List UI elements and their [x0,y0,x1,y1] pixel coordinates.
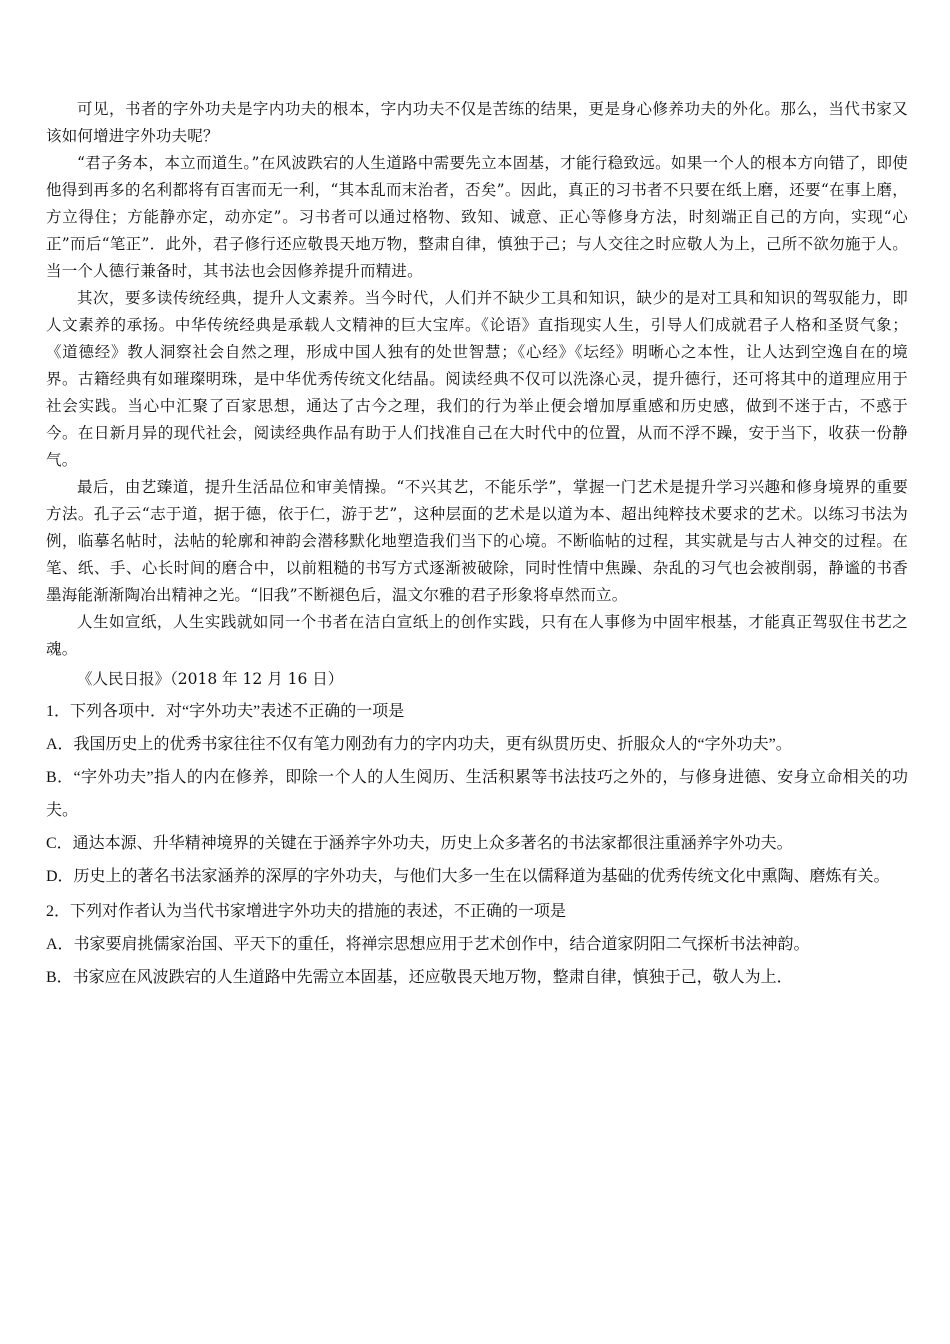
answer-option-c: C．通达本源、升华精神境界的关键在于涵养字外功夫，历史上众多著名的书法家都很注重涵养字外功夫。 [46,835,793,852]
article-paragraph: 可见，书者的字外功夫是字内功夫的根本，字内功夫不仅是苦练的结果，更是身心修养功夫的外化。那么，当代书家又该如何增进字外功夫呢？ [46,100,908,145]
article-paragraph: 最后，由艺臻道，提升生活品位和审美情操。“不兴其艺，不能乐学”，掌握一门艺术是提升学习兴趣和修身境界的重要方法。孔子云“志于道，据于德，依于仁，游于艺”，这种层面的艺术是以道为本、超出纯粹技术要求的艺术。以练习书法为例，临摹名帖时，法帖的轮廓和神韵会潜移默化地塑造我们当下的心境。不断临帖的过程，其实就是与古人神交的过程。在笔、纸、手、心长时间的磨合中，以前粗糙的书写方式逐渐被破除，同时性情中焦躁、杂乱的习气也会被削弱，静谧的书香墨海能渐渐陶冶出精神之光。“旧我”不断褪色后，温文尔雅的君子形象将卓然而立。 [46,478,908,604]
answer-option-b: B．“字外功夫”指人的内在修养，即除一个人的人生阅历、生活积累等书法技巧之外的，与修身进德、安身立命相关的功夫。 [46,769,908,819]
article-paragraph: 人生如宣纸，人生实践就如同一个书者在洁白宣纸上的创作实践，只有在人事修为中固牢根基，才能真正驾驭住书艺之魂。 [46,613,908,658]
answer-option-b: B．书家应在风波跌宕的人生道路中先需立本固基，还应敬畏天地万物，整肃自律，慎独于己，敬人为上． [46,969,793,986]
article-paragraph: 其次，要多读传统经典，提升人文素养。当今时代，人们并不缺少工具和知识，缺少的是对工具和知识的驾驭能力，即人文素养的承扬。中华传统经典是承载人文精神的巨大宝库。《论语》直指现实人生，引导人们成就君子人格和圣贤气象；《道德经》教人洞察社会自然之理，形成中国人独有的处世智慧；《心经》《坛经》明晰心之本性，让人达到空逸自在的境界。古籍经典有如璀璨明珠，是中华优秀传统文化结晶。阅读经典不仅可以洗涤心灵，提升德行，还可将其中的道理应用于社会实践。当心中汇聚了百家思想，通达了古今之理，我们的行为举止便会增加厚重感和历史感，做到不迷于古，不惑于今。在日新月异的现代社会，阅读经典作品有助于人们找准自己在大时代中的位置，从而不浮不躁，安于当下，收获一份静气。 [46,289,908,469]
answer-option-a: A．书家要肩挑儒家治国、平天下的重任，将禅宗思想应用于艺术创作中，结合道家阴阳二气探析书法神韵。 [46,936,810,953]
question-2 [46,895,908,994]
article [46,96,908,693]
article-source: 《人民日报》（2018 年 12 月 16 日） [77,670,344,688]
exam-page [46,96,908,994]
question-stem: 1．下列各项中．对“字外功夫”表述不正确的一项是 [46,703,405,720]
answer-option-d: D．历史上的著名书法家涵养的深厚的字外功夫，与他们大多一生在以儒释道为基础的优秀传统文化中熏陶、磨炼有关。 [46,868,890,885]
question-stem: 2．下列对作者认为当代书家增进字外功夫的措施的表述，不正确的一项是 [46,903,567,920]
question-1 [46,695,908,893]
answer-option-a: A．我国历史上的优秀书家往往不仅有笔力刚劲有力的字内功夫，更有纵贯历史、折服众人的“字外功夫”。 [46,736,792,753]
article-paragraph: “君子务本，本立而道生。”在风波跌宕的人生道路中需要先立本固基，才能行稳致远。如果一个人的根本方向错了，即使他得到再多的名利都将有百害而无一利，“其本乱而末治者，否矣”。因此，真正的习书者不只要在纸上磨，还要“在事上磨，方立得住；方能静亦定，动亦定”。习书者可以通过格物、致知、诚意、正心等修身方法，时刻端正自己的方向，实现“心正”而后“笔正”．此外，君子修行还应敬畏天地万物，整肃自律，慎独于己；与人交往之时应敬人为上，己所不欲勿施于人。当一个人德行兼备时，其书法也会因修养提升而精进。 [46,154,908,280]
